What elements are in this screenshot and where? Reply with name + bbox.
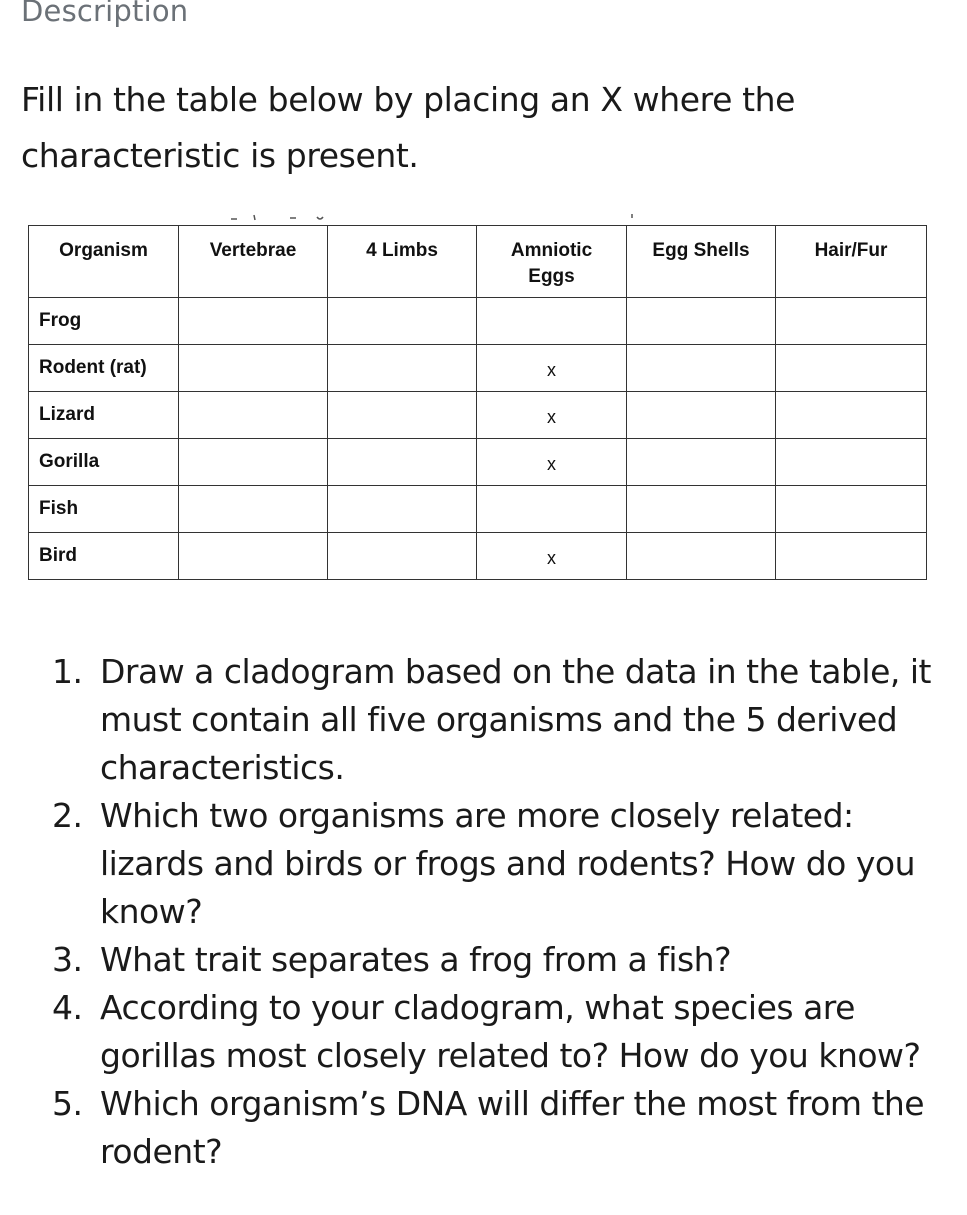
hair-fur-cell[interactable] — [776, 486, 927, 533]
vertebrae-cell[interactable] — [179, 298, 328, 345]
question-item — [52, 1080, 952, 1176]
table-row — [29, 486, 927, 533]
organism-cell: Gorilla — [29, 439, 179, 486]
question-text: Which two organisms are more closely related: lizards and birds or frogs and rodents? How do you know? — [100, 796, 915, 931]
egg-shells-cell[interactable] — [627, 298, 776, 345]
header-egg-shells: Egg Shells — [627, 226, 776, 298]
limbs-cell[interactable] — [328, 392, 477, 439]
table-row — [29, 298, 927, 345]
amniotic-eggs-cell[interactable]: x — [477, 439, 627, 486]
question-item — [52, 936, 952, 984]
vertebrae-cell[interactable] — [179, 439, 328, 486]
egg-shells-cell[interactable] — [627, 533, 776, 580]
limbs-cell[interactable] — [328, 439, 477, 486]
hair-fur-cell[interactable] — [776, 439, 927, 486]
traits-table-container — [28, 225, 926, 580]
limbs-cell[interactable] — [328, 486, 477, 533]
instructions-text: Fill in the table below by placing an X where the characteristic is present. — [21, 80, 796, 175]
amniotic-eggs-cell[interactable] — [477, 486, 627, 533]
header-hair-fur: Hair/Fur — [776, 226, 927, 298]
organism-cell: Lizard — [29, 392, 179, 439]
table-row — [29, 533, 927, 580]
vertebrae-cell[interactable] — [179, 345, 328, 392]
hair-fur-cell[interactable] — [776, 533, 927, 580]
hair-fur-cell[interactable] — [776, 298, 927, 345]
limbs-cell[interactable] — [328, 533, 477, 580]
table-header-row — [29, 226, 927, 298]
limbs-cell[interactable] — [328, 345, 477, 392]
egg-shells-cell[interactable] — [627, 392, 776, 439]
question-number: 1. — [52, 652, 83, 691]
organism-cell: Fish — [29, 486, 179, 533]
amniotic-eggs-cell[interactable]: x — [477, 533, 627, 580]
organism-cell: Bird — [29, 533, 179, 580]
question-number: 5. — [52, 1084, 83, 1123]
question-item — [52, 984, 952, 1080]
egg-shells-cell[interactable] — [627, 486, 776, 533]
vertebrae-cell[interactable] — [179, 486, 328, 533]
question-item — [52, 792, 952, 936]
limbs-cell[interactable] — [328, 298, 477, 345]
egg-shells-cell[interactable] — [627, 439, 776, 486]
question-list — [52, 648, 952, 1176]
organism-cell: Rodent (rat) — [29, 345, 179, 392]
section-heading: Description — [21, 0, 189, 28]
table-row — [29, 392, 927, 439]
amniotic-eggs-cell[interactable]: x — [477, 392, 627, 439]
question-number: 3. — [52, 940, 83, 979]
question-item — [52, 648, 952, 792]
organism-cell: Frog — [29, 298, 179, 345]
vertebrae-cell[interactable] — [179, 533, 328, 580]
header-organism: Organism — [29, 226, 179, 298]
egg-shells-cell[interactable] — [627, 345, 776, 392]
header-4-limbs: 4 Limbs — [328, 226, 477, 298]
hair-fur-cell[interactable] — [776, 345, 927, 392]
question-text: According to your cladogram, what species are gorillas most closely related to? How do you know? — [100, 988, 921, 1075]
question-number: 4. — [52, 988, 83, 1027]
cropped-text-fragments — [28, 211, 926, 223]
traits-table — [28, 225, 927, 580]
vertebrae-cell[interactable] — [179, 392, 328, 439]
amniotic-eggs-cell[interactable] — [477, 298, 627, 345]
hair-fur-cell[interactable] — [776, 392, 927, 439]
amniotic-eggs-cell[interactable]: x — [477, 345, 627, 392]
question-text: Draw a cladogram based on the data in the table, it must contain all five organisms and the 5 derived characteristics. — [100, 652, 931, 787]
question-number: 2. — [52, 796, 83, 835]
table-row — [29, 345, 927, 392]
question-text: Which organism’s DNA will differ the most from the rodent? — [100, 1084, 925, 1171]
question-text: What trait separates a frog from a fish? — [100, 940, 732, 979]
header-amniotic-eggs: Amniotic Eggs — [477, 226, 627, 298]
header-vertebrae: Vertebrae — [179, 226, 328, 298]
table-row — [29, 439, 927, 486]
